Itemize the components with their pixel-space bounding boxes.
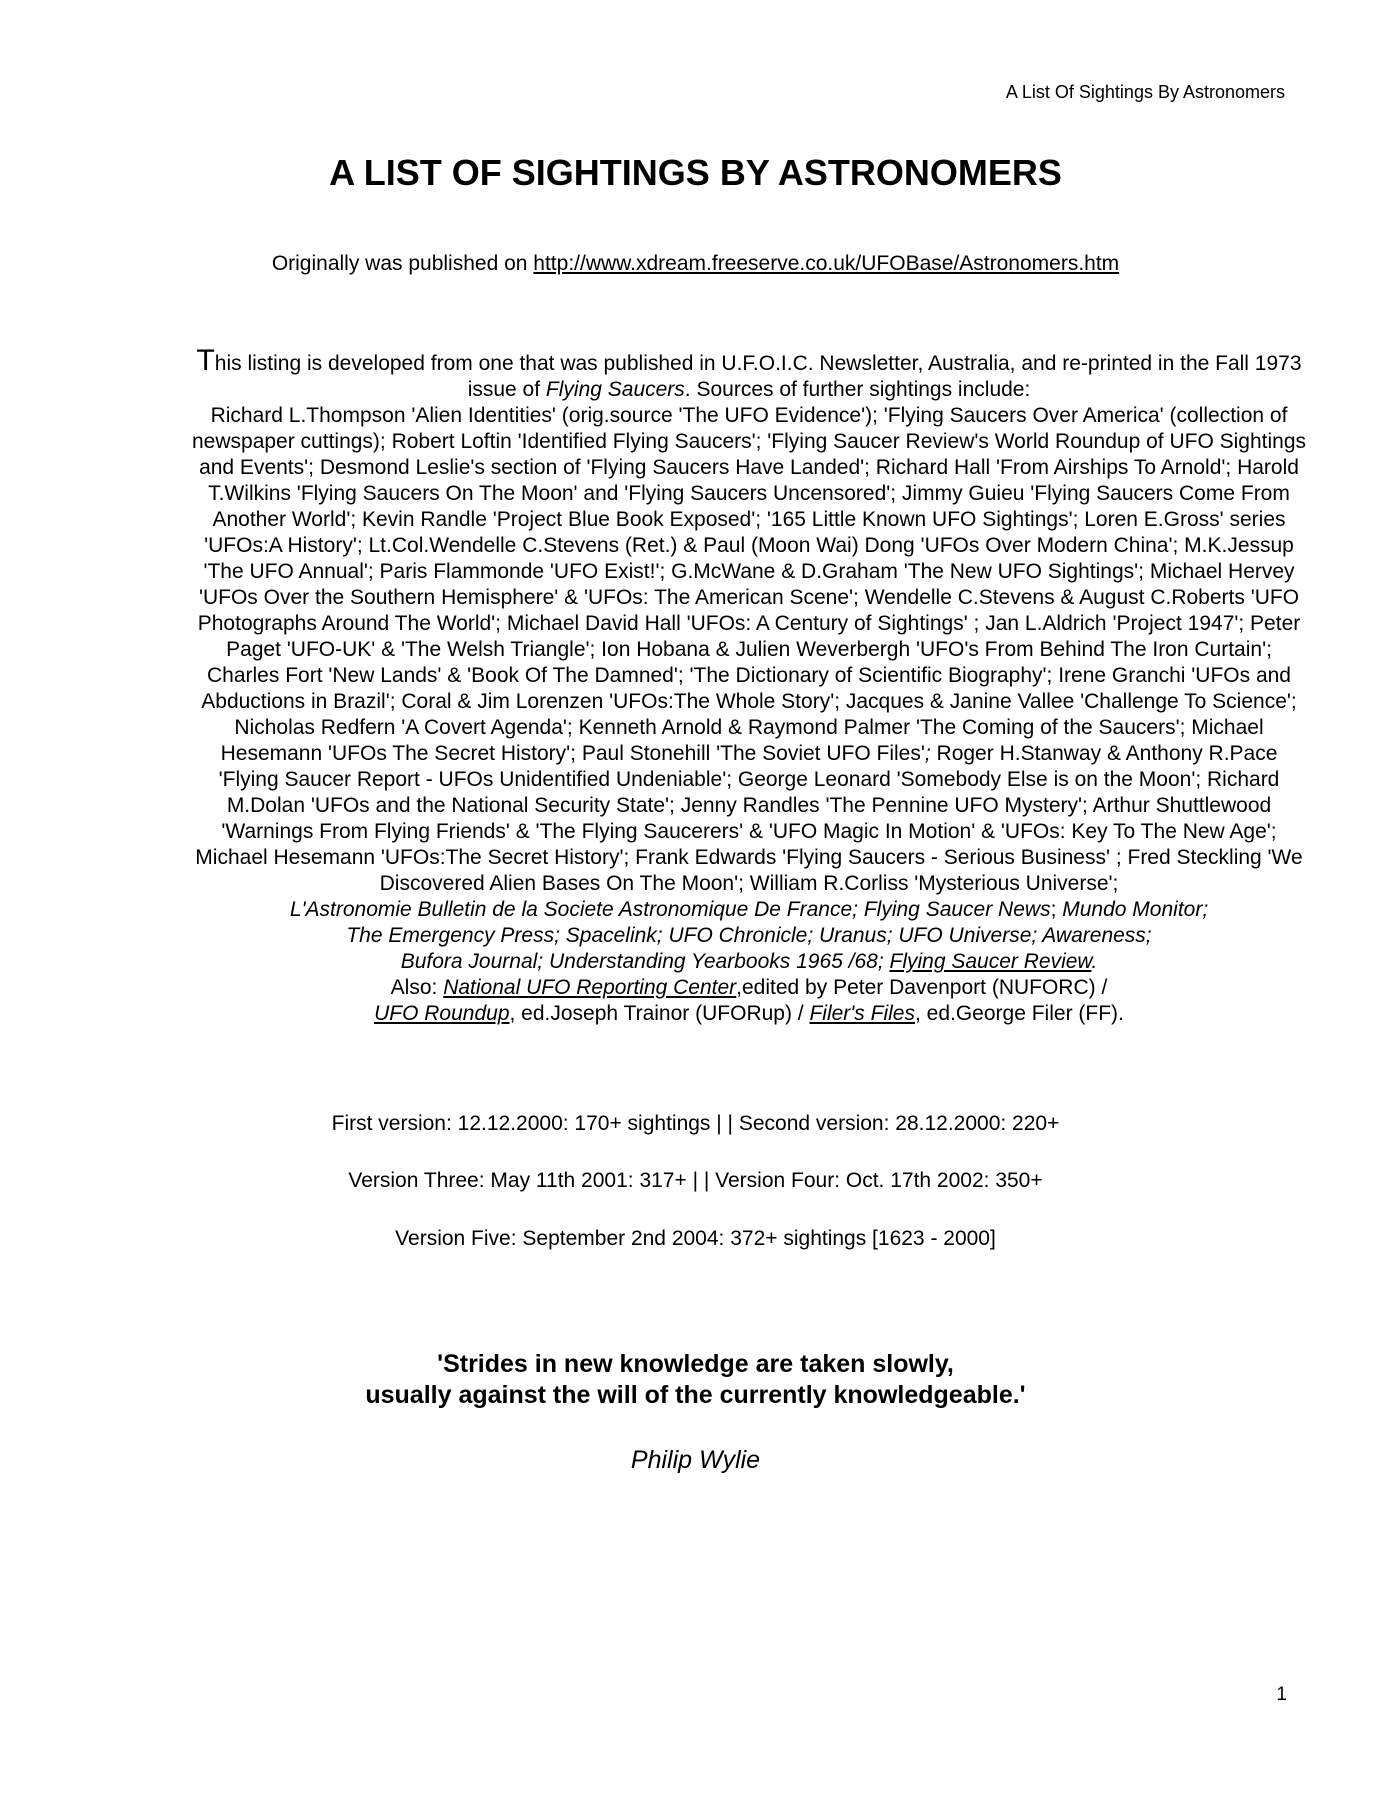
- nuforc-link[interactable]: National UFO Reporting Center: [443, 976, 737, 999]
- page-title: A LIST OF SIGHTINGS BY ASTRONOMERS: [329, 152, 1062, 193]
- periodicals-3: The Emergency Press; Spacelink; UFO Chronicle; Uranus; UFO Universe; Awareness;: [346, 924, 1152, 947]
- sources-list-a: Richard L.Thompson 'Alien Identities' (orig.source 'The UFO Evidence'); 'Flying Saucers Over America' (collection of newspaper cuttings); Robert Loftin 'Identified Flying Saucers'; 'Flying Saucer Review's World Roundup of UFO Sightings and Events'; Desmond Leslie's section of 'Flying Saucers Have Landed'; Richard Hall 'From Airships To Arnold'; Harold T.Wilkins 'Flying Saucers On The Moon' and 'Flying Saucers Uncensored'; Jimmy Guieu 'Flying Saucers Come From Another World'; Kevin Randle 'Project Blue Book Exposed'; '165 Little Known UFO Sightings'; Loren E.Gross' series 'UFOs:A History'; Lt.Col.Wendelle C.Stevens (Ret.) & Paul (Moon Wai) Dong 'UFOs Over Modern China'; M.K.Jessup 'The UFO Annual'; Paris Flammonde 'UFO Exist!'; G.McWane & D.Graham 'The New UFO Sightings'; Michael Hervey 'UFOs Over the Southern Hemisphere' & 'UFOs: The American Scene'; Wendelle C.Stevens & August C.Roberts 'UFO Photographs Around The World'; Michael David Hall 'UFOs: A Century of Sightings' ; Jan L.Aldrich 'Project 1947'; Peter Paget 'UFO-UK' & 'The Welsh Triangle'; Ion Hobana & Julien Weverbergh 'UFO's From Behind The Iron Curtain'; Charles Fort 'New Lands' & 'Book Of The Damned'; 'The Dictionary of Scientific Biography'; Irene Granchi 'UFOs and Abductions in Brazil'; Coral & Jim Lorenzen 'UFOs:The Whole Story'; Jacques & Janine Vallee 'Challenge To Science'; Nicholas Redfern 'A Covert Agenda'; Kenneth Arnold & Raymond Palmer 'The Coming of the Saucers'; Michael Hesemann 'UFOs The Secret History'; Paul Stonehill 'The Soviet UFO Files': [191, 404, 1306, 765]
- periodicals-end: .: [1091, 950, 1098, 973]
- version-line-1: First version: 12.12.2000: 170+ sightings | | Second version: 28.12.2000: 220+: [331, 1112, 1060, 1135]
- quote-line-1: 'Strides in new knowledge are taken slowly,: [437, 1350, 954, 1378]
- drop-letter: T: [196, 344, 215, 377]
- quote-line-2: usually against the will of the currently knowledgeable.': [365, 1381, 1026, 1409]
- also-prefix: Also:: [390, 976, 444, 999]
- nuforc-text: ,edited by Peter Davenport (NUFORC) /: [736, 976, 1108, 999]
- periodicals-2: Mundo Monitor;: [1056, 898, 1209, 921]
- sources-semicolon: ;: [924, 742, 931, 765]
- periodicals-sep: ;: [1050, 898, 1057, 921]
- intro-text-2: . Sources of further sightings include:: [684, 378, 1031, 401]
- intro-italic-1: Flying Saucers: [545, 378, 685, 401]
- flying-saucer-review-link[interactable]: Flying Saucer Review: [889, 950, 1092, 973]
- version-line-2: Version Three: May 11th 2001: 317+ | | Version Four: Oct. 17th 2002: 350+: [348, 1169, 1043, 1192]
- origin-url-link[interactable]: http://www.xdream.freeserve.co.uk/UFOBase/Astronomers.htm: [533, 252, 1120, 275]
- filers-files-text: , ed.George Filer (FF).: [914, 1002, 1124, 1025]
- intro-paragraph: [190, 344, 1308, 1027]
- filers-files-link[interactable]: Filer's Files: [809, 1002, 915, 1025]
- ufo-roundup-text: , ed.Joseph Trainor (UFORup) /: [509, 1002, 810, 1025]
- quote-author: Philip Wylie: [630, 1446, 761, 1474]
- periodicals-1: L'Astronomie Bulletin de la Societe Astronomique De France; Flying Saucer News: [289, 898, 1051, 921]
- sources-list-b: Roger H.Stanway & Anthony R.Pace 'Flying Saucer Report - UFOs Unidentified Undeniable'; George Leonard 'Somebody Else is on the Moon'; Richard M.Dolan 'UFOs and the National Security State'; Jenny Randles 'The Pennine UFO Mystery'; Arthur Shuttlewood 'Warnings From Flying Friends' & 'The Flying Saucerers' & 'UFO Magic In Motion' & 'UFOs: Key To The New Age'; Michael Hesemann 'UFOs:The Secret History'; Frank Edwards 'Flying Saucers - Serious Business' ; Fred Steckling 'We Discovered Alien Bases On The Moon'; William R.Corliss 'Mysterious Universe';: [195, 742, 1303, 895]
- intro-text-1: his listing is developed from one that was published in U.F.O.I.C. Newsletter, Australia, and re-printed in the Fall 1973 issue of: [214, 352, 1302, 401]
- periodicals-4: Bufora Journal; Understanding Yearbooks 1965 /68;: [400, 950, 890, 973]
- version-line-3: Version Five: September 2nd 2004: 372+ sightings [1623 - 2000]: [395, 1227, 996, 1250]
- running-header: A List Of Sightings By Astronomers: [1005, 82, 1285, 102]
- quote-block: [0, 1349, 1391, 1411]
- origin-prefix: Originally was published on: [271, 252, 534, 275]
- origin-line: [0, 252, 1391, 276]
- ufo-roundup-link[interactable]: UFO Roundup: [374, 1002, 510, 1025]
- page-number: 1: [1276, 1684, 1287, 1705]
